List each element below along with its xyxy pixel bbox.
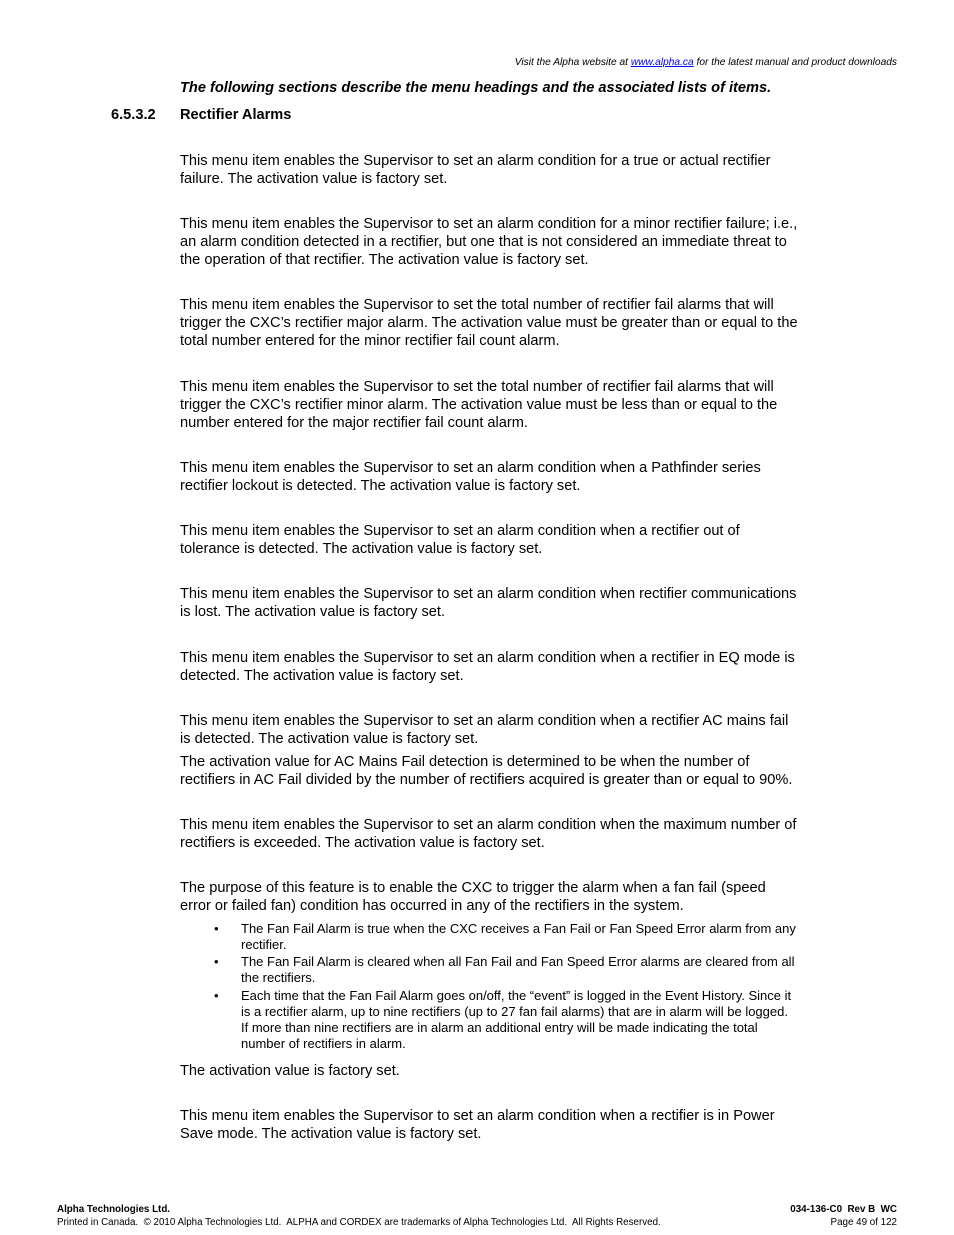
paragraph-line: is detected. The activation value is factory set. xyxy=(180,731,479,747)
list-item-line: The Fan Fail Alarm is cleared when all Fan Fail and Fan Speed Error alarms are cleared from all xyxy=(241,954,795,969)
paragraph-line: This menu item enables the Supervisor to set an alarm condition for a true or actual rectifier xyxy=(180,153,771,169)
header-prefix: Visit the Alpha website at xyxy=(514,57,631,68)
list-item xyxy=(214,921,796,953)
paragraph-major-fail-count xyxy=(180,296,798,350)
paragraph-line: This menu item enables the Supervisor to set an alarm condition when a rectifier is in Power xyxy=(180,1108,775,1124)
bullet-icon: • xyxy=(214,954,219,969)
paragraph-line: This menu item enables the Supervisor to set an alarm condition when rectifier communications xyxy=(180,586,797,602)
section-number: 6.5.3.2 xyxy=(111,107,156,123)
paragraph-line: rectifier lockout is detected. The activation value is factory set. xyxy=(180,478,581,494)
list-item-line: Each time that the Fan Fail Alarm goes on/off, the “event” is logged in the Event History. Since it xyxy=(241,988,792,1003)
paragraph-line: an alarm condition detected in a rectifier, but one that is not considered an immediate threat to xyxy=(180,234,787,250)
footer-company: Alpha Technologies Ltd. xyxy=(57,1204,171,1215)
paragraph-line: total number entered for the minor rectifier fail count alarm. xyxy=(180,333,560,349)
list-item-line: The Fan Fail Alarm is true when the CXC receives a Fan Fail or Fan Speed Error alarm from any xyxy=(241,921,796,936)
list-item-line: rectifier. xyxy=(241,937,287,952)
paragraph-fan-fail xyxy=(180,879,766,915)
header-suffix: for the latest manual and product downloads xyxy=(693,57,897,68)
paragraph-line: detected. The activation value is factory set. xyxy=(180,668,464,684)
intro-text: The following sections describe the menu headings and the associated lists of items. xyxy=(180,80,772,96)
bullet-icon: • xyxy=(214,988,219,1003)
paragraph-line: This menu item enables the Supervisor to set an alarm condition when a Pathfinder series xyxy=(180,460,761,476)
paragraph-line: error or failed fan) condition has occurred in any of the rectifiers in the system. xyxy=(180,898,684,914)
website-link[interactable]: www.alpha.ca xyxy=(630,57,694,68)
paragraph-line: The activation value for AC Mains Fail detection is determined to be when the number of xyxy=(180,754,750,770)
paragraph-line: tolerance is detected. The activation value is factory set. xyxy=(180,541,543,557)
list-item-line: the rectifiers. xyxy=(241,970,316,985)
bullet-icon: • xyxy=(214,921,219,936)
paragraph-line: failure. The activation value is factory set. xyxy=(180,171,448,187)
paragraph-line: rectifiers in AC Fail divided by the number of rectifiers acquired is greater than or equal to 90%. xyxy=(180,772,793,788)
page-header xyxy=(515,56,897,69)
paragraph-ac-mains-activation xyxy=(180,753,792,789)
list-item-line: is a rectifier alarm, up to nine rectifiers (up to 27 fan fail alarms) that are in alarm will be logged. xyxy=(241,1004,788,1019)
section-title: Rectifier Alarms xyxy=(180,107,292,123)
paragraph-lockout xyxy=(180,459,761,495)
footer-doc-number: 034-136-C0 Rev B WC xyxy=(790,1204,897,1215)
paragraph-line: This menu item enables the Supervisor to set an alarm condition when the maximum number of xyxy=(180,817,797,833)
paragraph-power-save xyxy=(180,1107,775,1143)
list-item xyxy=(214,988,792,1052)
paragraph-minor-rectifier-fail xyxy=(180,215,797,269)
paragraph-communications-lost xyxy=(180,585,796,621)
paragraph-line: This menu item enables the Supervisor to set the total number of rectifier fail alarms that will xyxy=(180,379,774,395)
list-item-line: number of rectifiers in alarm. xyxy=(241,1036,406,1051)
paragraph-line: the operation of that rectifier. The activation value is factory set. xyxy=(180,252,589,268)
paragraph-ac-mains-fail xyxy=(180,712,788,748)
paragraph-fan-fail-activation xyxy=(180,1062,400,1080)
paragraph-line: number entered for the major rectifier fail count alarm. xyxy=(180,415,528,431)
list-item-line: If more than nine rectifiers are in alarm an additional entry will be made indicating the total xyxy=(241,1020,758,1035)
paragraph-eq-mode xyxy=(180,649,795,685)
paragraph-line: This menu item enables the Supervisor to set an alarm condition when a rectifier in EQ mode is xyxy=(180,650,795,666)
paragraph-line: is lost. The activation value is factory set. xyxy=(180,604,445,620)
list-item xyxy=(214,954,795,986)
paragraph-line: This menu item enables the Supervisor to set an alarm condition when a rectifier out of xyxy=(180,523,740,539)
paragraph-minor-fail-count xyxy=(180,378,777,432)
paragraph-line: The activation value is factory set. xyxy=(180,1063,400,1079)
paragraph-line: The purpose of this feature is to enable the CXC to trigger the alarm when a fan fail (speed xyxy=(180,880,766,896)
paragraph-line: rectifiers is exceeded. The activation value is factory set. xyxy=(180,835,545,851)
paragraph-out-of-tolerance xyxy=(180,522,740,558)
page-number: Page 49 of 122 xyxy=(830,1217,897,1228)
paragraph-line: trigger the CXC’s rectifier major alarm. The activation value must be greater than or equal to the xyxy=(180,315,798,331)
paragraph-line: This menu item enables the Supervisor to set the total number of rectifier fail alarms that will xyxy=(180,297,774,313)
paragraph-rectifier-fail xyxy=(180,152,771,188)
paragraph-line: This menu item enables the Supervisor to set an alarm condition for a minor rectifier failure; i.e., xyxy=(180,216,798,232)
paragraph-line: This menu item enables the Supervisor to set an alarm condition when a rectifier AC mains fail xyxy=(180,713,789,729)
paragraph-line: trigger the CXC’s rectifier minor alarm. The activation value must be less than or equal to the xyxy=(180,397,778,413)
footer-copyright: Printed in Canada. © 2010 Alpha Technologies Ltd. ALPHA and CORDEX are trademarks of Alpha Technologies Ltd. All Rights Reserved. xyxy=(57,1217,661,1228)
paragraph-max-rectifiers xyxy=(180,816,796,852)
paragraph-line: Save mode. The activation value is factory set. xyxy=(180,1126,482,1142)
